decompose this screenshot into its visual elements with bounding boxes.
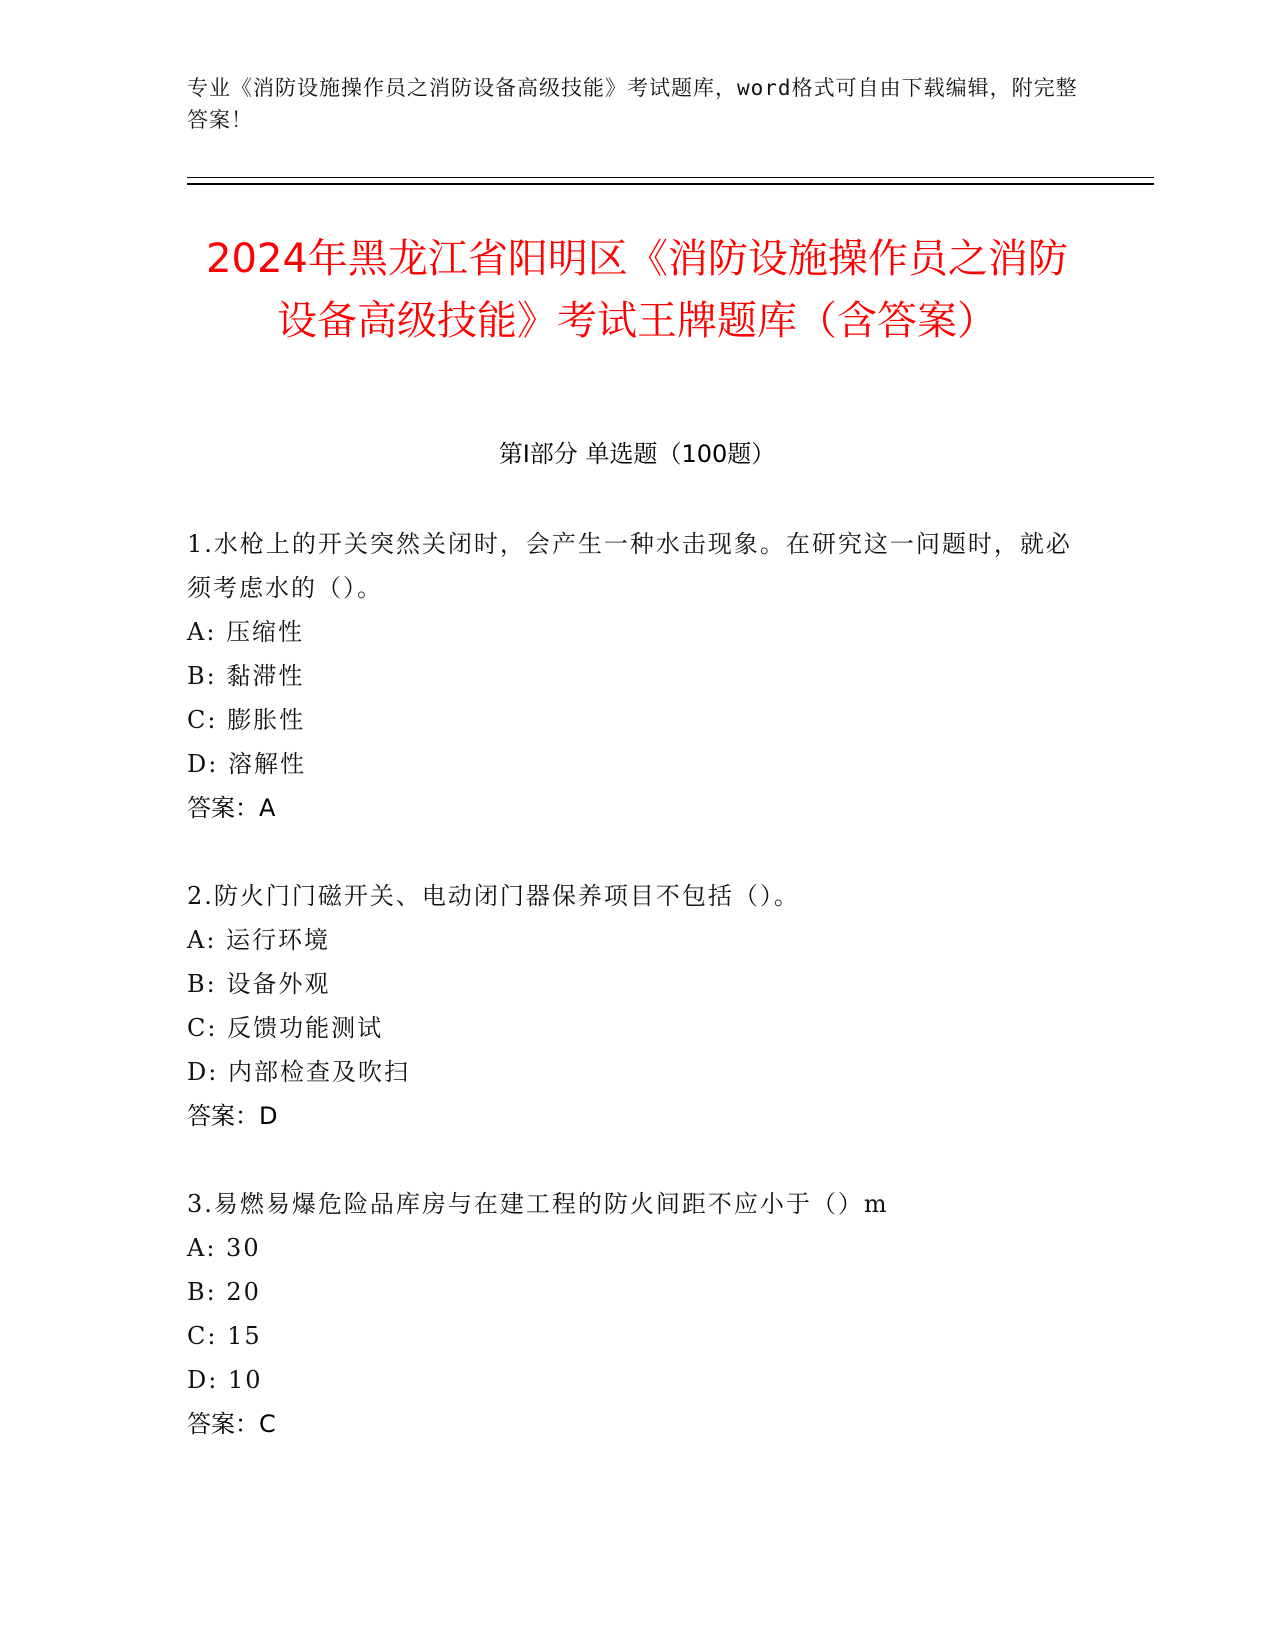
question-list xyxy=(187,522,1087,1490)
question-option-b: B: 设备外观 xyxy=(187,970,331,998)
question-option-d: D: 内部检查及吹扫 xyxy=(187,1058,410,1086)
header-rule-thin xyxy=(187,177,1154,178)
question-item xyxy=(187,874,1087,1138)
question-option-a: A: 运行环境 xyxy=(187,926,331,954)
question-item xyxy=(187,522,1087,830)
document-title: 2024年黑龙江省阳明区《消防设施操作员之消防设备高级技能》考试王牌题库（含答案） xyxy=(206,236,1068,344)
question-stem: 3.易燃易爆危险品库房与在建工程的防火间距不应小于（）m xyxy=(187,1190,889,1218)
question-stem: 1.水枪上的开关突然关闭时，会产生一种水击现象。在研究这一问题时，就必须考虑水的（）。 xyxy=(187,530,1072,602)
question-answer: 答案：D xyxy=(187,1102,278,1130)
question-option-a: A: 压缩性 xyxy=(187,618,305,646)
question-answer: 答案：C xyxy=(187,1410,276,1438)
question-option-d: D: 溶解性 xyxy=(187,750,306,778)
question-answer: 答案：A xyxy=(187,794,276,822)
question-option-b: B: 黏滞性 xyxy=(187,662,305,690)
question-option-c: C: 15 xyxy=(187,1322,262,1350)
header-note: 专业《消防设施操作员之消防设备高级技能》考试题库，word格式可自由下载编辑，附完整答案！ xyxy=(187,76,1078,132)
question-stem: 2.防火门门磁开关、电动闭门器保养项目不包括（）。 xyxy=(187,882,800,910)
question-option-b: B: 20 xyxy=(187,1278,261,1306)
header-rule-thick xyxy=(187,183,1154,185)
question-option-c: C: 膨胀性 xyxy=(187,706,306,734)
question-option-a: A: 30 xyxy=(187,1234,261,1262)
section-heading: 第Ⅰ部分 单选题（100题） xyxy=(498,440,776,468)
question-option-d: D: 10 xyxy=(187,1366,263,1394)
question-item xyxy=(187,1182,1087,1446)
question-option-c: C: 反馈功能测试 xyxy=(187,1014,384,1042)
